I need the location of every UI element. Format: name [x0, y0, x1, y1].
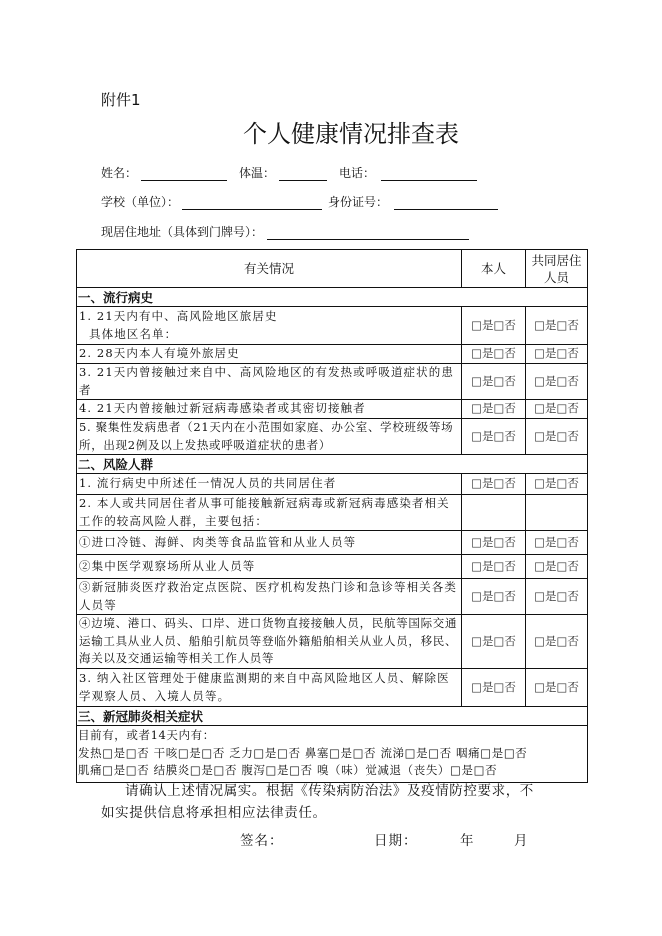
symptom-label: 流涕 [380, 745, 405, 760]
self-choice[interactable]: □是□否 [462, 615, 526, 669]
health-check-table [76, 249, 588, 783]
symptom-choice[interactable]: □是□否 [265, 763, 313, 777]
signature-label: 签名： [240, 833, 284, 849]
cohabitant-choice[interactable]: □是□否 [526, 531, 588, 555]
name-field[interactable] [141, 166, 227, 181]
statement-text-1: 请确认上述情况属实。根据《传染病防治法》及疫情防控要求，不 [125, 783, 534, 799]
symptom-choice[interactable]: □是□否 [450, 763, 498, 777]
table-row [77, 307, 588, 345]
symptom-nasal-congestion [305, 746, 376, 760]
symptoms-cell [77, 726, 588, 783]
symptom-choice[interactable]: □是□否 [189, 763, 238, 777]
table-row [77, 400, 588, 419]
symptom-choice[interactable]: □是□否 [480, 745, 528, 760]
table-row [77, 555, 588, 579]
row-description: ③新冠肺炎医疗救治定点医院、医疗机构发热门诊和急诊等相关各类人员等 [77, 579, 462, 615]
id-label: 身份证号： [328, 195, 389, 209]
row-description: ②集中医学观察场所从业人员等 [77, 555, 462, 579]
table-row [77, 579, 588, 615]
row-description: 2. 28天内本人有境外旅居史 [77, 345, 462, 364]
cohabitant-choice[interactable]: □是□否 [526, 669, 588, 707]
row-description: ①进口冷链、海鲜、肉类等食品监管和从业人员等 [77, 531, 462, 555]
symptom-fatigue [229, 746, 300, 760]
temperature-field[interactable] [279, 166, 327, 181]
region-list-label: 具体地区名单： [89, 326, 178, 341]
self-choice[interactable]: □是□否 [462, 364, 526, 400]
symptom-label: 乏力 [229, 745, 254, 760]
symptom-runny-nose [380, 746, 451, 760]
symptom-fever [78, 746, 149, 760]
title-text: 个人健康情况排查表 [243, 120, 459, 148]
table-row [77, 669, 588, 707]
header-self: 本人 [462, 250, 526, 288]
symptom-label: 腹泻 [241, 763, 266, 777]
self-choice[interactable]: □是□否 [462, 307, 526, 345]
cohabitant-choice-empty [526, 495, 588, 531]
field-row-address [101, 222, 469, 240]
field-row-basic [101, 163, 477, 181]
date-label: 日期： [374, 833, 418, 849]
symptom-sore-throat [456, 746, 527, 760]
row-description: 3. 纳入社区管理处于健康监测期的来自中高风险地区人员、解除医学观察人员、入境人员等。 [77, 669, 462, 707]
symptom-conjunctivitis [154, 763, 237, 777]
table-row [77, 345, 588, 364]
section-row [77, 288, 588, 307]
declaration-statement [101, 780, 571, 824]
row-description: 2. 本人或共同居住者从事可能接触新冠病毒或新冠病毒感染者相关工作的较高风险人群，主要包括： [77, 495, 462, 531]
header-cohabitant: 共同居住人员 [526, 250, 588, 288]
symptoms-intro: 目前有，或者14天内有： [78, 728, 215, 742]
symptom-label: 肌痛 [78, 763, 103, 777]
attachment-label: 附件1 [101, 91, 141, 109]
row-description: 3. 21天内曾接触过来自中、高风险地区的有发热或呼吸道症状的患者 [77, 364, 462, 400]
symptom-label: 鼻塞 [304, 745, 330, 760]
cohabitant-choice[interactable]: □是□否 [526, 579, 588, 615]
symptom-choice[interactable]: □是□否 [404, 745, 452, 760]
symptom-dry-cough [154, 746, 225, 760]
symptoms-line-2 [78, 762, 586, 780]
symptom-label: 结膜炎 [153, 763, 190, 777]
year-label: 年 [460, 833, 475, 849]
symptom-label: 咽痛 [456, 745, 481, 760]
self-choice[interactable]: □是□否 [462, 474, 526, 495]
page-title [0, 114, 662, 149]
name-label: 姓名： [101, 166, 138, 180]
statement-line-2 [101, 802, 571, 824]
symptom-label: 干咳 [153, 745, 178, 760]
table-header-row [77, 250, 588, 288]
statement-text-2: 如实提供信息将承担相应法律责任。 [101, 805, 327, 821]
row-description: 5. 聚集性发病患者（21天内在小范围如家庭、办公室、学校班级等场所，出现2例及以上发热或呼吸道症状的患者） [77, 419, 462, 455]
symptom-choice[interactable]: □是□否 [102, 763, 150, 777]
cohabitant-choice[interactable]: □是□否 [526, 555, 588, 579]
symptoms-line-1 [78, 745, 586, 763]
cohabitant-choice[interactable]: □是□否 [526, 419, 588, 455]
self-choice[interactable]: □是□否 [462, 669, 526, 707]
symptom-myalgia [78, 763, 149, 777]
section-row [77, 707, 588, 726]
address-label: 现居住地址（具体到门牌号）： [101, 225, 264, 239]
phone-label: 电话： [339, 166, 376, 180]
table-row [77, 474, 588, 495]
statement-line-1 [101, 780, 571, 802]
school-field[interactable] [182, 195, 322, 210]
phone-field[interactable] [381, 166, 477, 181]
cohabitant-choice[interactable]: □是□否 [526, 345, 588, 364]
symptom-choice[interactable]: □是□否 [329, 745, 377, 760]
row-description: 4. 21天内曾接触过新冠病毒感染者或其密切接触者 [77, 400, 462, 419]
cohabitant-choice[interactable]: □是□否 [526, 615, 588, 669]
table-row [77, 419, 588, 455]
section-title-epidemiology: 一、流行病史 [77, 288, 588, 307]
symptoms-row [77, 726, 588, 783]
field-row-school [101, 192, 498, 210]
section-title-symptoms: 三、新冠肺炎相关症状 [77, 707, 588, 726]
self-choice[interactable]: □是□否 [462, 555, 526, 579]
table-row [77, 531, 588, 555]
address-field[interactable] [267, 225, 469, 240]
month-label: 月 [514, 833, 529, 849]
temperature-label: 体温： [239, 166, 276, 180]
row-text: 1. 21天内有中、高风险地区旅居史 [79, 309, 278, 323]
cohabitant-choice[interactable]: □是□否 [526, 474, 588, 495]
symptom-label: 发热 [78, 745, 103, 760]
symptom-diarrhea [241, 763, 312, 777]
table-row [77, 364, 588, 400]
cohabitant-choice[interactable]: □是□否 [526, 364, 588, 400]
symptom-choice[interactable]: □是□否 [102, 745, 150, 760]
row-description [77, 307, 462, 345]
symptom-label: 嗅（味）觉减退（丧失） [316, 763, 451, 777]
self-choice[interactable]: □是□否 [462, 531, 526, 555]
table-row [77, 615, 588, 669]
header-situation: 有关情况 [77, 250, 462, 288]
symptom-choice[interactable]: □是□否 [253, 745, 301, 760]
self-choice-empty [462, 495, 526, 531]
section-row [77, 455, 588, 474]
symptom-smell-taste-loss [317, 763, 497, 777]
self-choice[interactable]: □是□否 [462, 400, 526, 419]
section-title-risk-groups: 二、风险人群 [77, 455, 588, 474]
row-description: 1. 流行病史中所述任一情况人员的共同居住者 [77, 474, 462, 495]
cohabitant-choice[interactable]: □是□否 [526, 400, 588, 419]
self-choice[interactable]: □是□否 [462, 579, 526, 615]
school-label: 学校（单位）： [101, 195, 180, 209]
self-choice[interactable]: □是□否 [462, 419, 526, 455]
row-description: ④边境、港口、码头、口岸、进口货物直接接触人员，民航等国际交通运输工具从业人员、船舶引航员等登临外籍船舶相关从业人员，移民、海关以及交通运输等相关工作人员等 [77, 615, 462, 669]
id-field[interactable] [394, 195, 498, 210]
symptom-choice[interactable]: □是□否 [177, 745, 225, 760]
cohabitant-choice[interactable]: □是□否 [526, 307, 588, 345]
self-choice[interactable]: □是□否 [462, 345, 526, 364]
table-row [77, 495, 588, 531]
